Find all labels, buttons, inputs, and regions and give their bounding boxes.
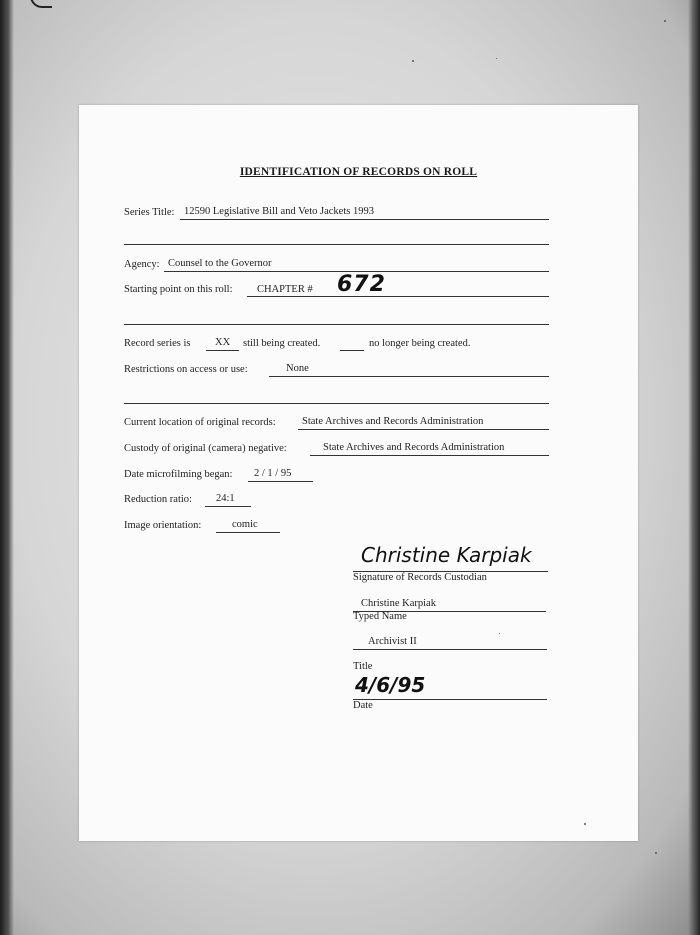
starting-point-continuation-line bbox=[124, 323, 549, 325]
title-value[interactable]: Archivist II bbox=[368, 636, 417, 647]
date-label: Date bbox=[353, 700, 373, 711]
date-handwritten: 4/6/95 bbox=[355, 673, 426, 697]
date-began-row bbox=[124, 466, 324, 482]
restrictions-label: Restrictions on access or use: bbox=[124, 364, 248, 375]
title-line bbox=[353, 648, 547, 650]
current-location-value[interactable]: State Archives and Records Administration bbox=[298, 416, 549, 430]
dust-speck bbox=[584, 823, 586, 825]
orientation-row bbox=[124, 517, 324, 533]
starting-point-label: Starting point on this roll: bbox=[124, 284, 233, 295]
reduction-row bbox=[124, 491, 324, 507]
no-longer-mark[interactable] bbox=[340, 337, 364, 351]
date-began-label: Date microfilming began: bbox=[124, 469, 233, 480]
still-created-mark[interactable]: XX bbox=[206, 337, 239, 351]
starting-point-handwritten: 672 bbox=[337, 272, 386, 297]
typed-name-value[interactable]: Christine Karpiak bbox=[361, 598, 436, 609]
dust-speck bbox=[412, 60, 414, 62]
agency-label: Agency: bbox=[124, 259, 160, 270]
signature-label: Signature of Records Custodian bbox=[353, 572, 487, 583]
no-longer-being-created-label: no longer being created. bbox=[369, 338, 471, 349]
agency-value[interactable]: Counsel to the Governor bbox=[164, 258, 549, 272]
date-began-value[interactable]: 2 / 1 / 95 bbox=[248, 468, 313, 482]
restrictions-row bbox=[124, 361, 549, 377]
custody-row bbox=[124, 440, 549, 456]
form-title: IDENTIFICATION OF RECORDS ON ROLL bbox=[239, 166, 478, 178]
orientation-label: Image orientation: bbox=[124, 520, 202, 531]
dust-speck bbox=[664, 20, 666, 22]
restrictions-value[interactable]: None bbox=[269, 363, 549, 377]
title-label: Title bbox=[353, 661, 373, 672]
agency-row bbox=[124, 256, 549, 272]
series-title-label: Series Title: bbox=[124, 207, 175, 218]
date-line bbox=[353, 698, 547, 700]
orientation-value[interactable]: comic bbox=[216, 519, 280, 533]
record-series-row bbox=[124, 335, 549, 351]
dust-speck bbox=[496, 58, 497, 59]
series-title-row bbox=[124, 204, 549, 220]
reduction-value[interactable]: 24:1 bbox=[205, 493, 251, 507]
current-location-label: Current location of original records: bbox=[124, 417, 276, 428]
typed-name-label: Typed Name bbox=[353, 611, 407, 622]
starting-point-value: CHAPTER # bbox=[257, 284, 313, 295]
restrictions-continuation-line bbox=[124, 402, 549, 404]
scan-edge-left bbox=[0, 0, 14, 935]
reduction-label: Reduction ratio: bbox=[124, 494, 192, 505]
scan-edge-right bbox=[688, 0, 700, 935]
custody-label: Custody of original (camera) negative: bbox=[124, 443, 287, 454]
record-series-label: Record series is bbox=[124, 338, 191, 349]
series-title-continuation-line bbox=[124, 243, 549, 245]
form-page bbox=[79, 105, 638, 841]
still-being-created-label: still being created. bbox=[243, 338, 321, 349]
custody-value[interactable]: State Archives and Records Administration bbox=[310, 442, 549, 456]
custodian-signature: Christine Karpiak bbox=[361, 543, 532, 567]
starting-point-field[interactable] bbox=[247, 272, 549, 297]
series-title-value[interactable]: 12590 Legislative Bill and Veto Jackets 1993 bbox=[180, 206, 549, 220]
dust-speck bbox=[499, 633, 500, 634]
starting-point-row bbox=[124, 272, 549, 297]
current-location-row bbox=[124, 414, 549, 430]
dust-speck bbox=[655, 852, 657, 854]
